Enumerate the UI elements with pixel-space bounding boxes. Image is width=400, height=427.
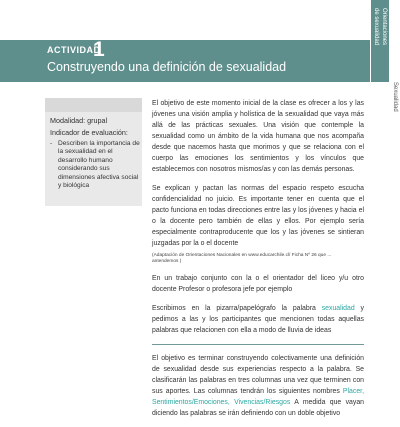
activity-number: 1 xyxy=(93,38,105,61)
paragraph-joint-work: En un trabajo conjunto con la o el orientador del liceo y/u otro docente Profesor o profesora jefe por ejemplo xyxy=(152,275,364,293)
columns-prefix: El objetivo es terminar construyendo colectivamente una definición de sexualidad desde sus experiencias respecto a la palabra. Se clasificarán las palabras en tres columnas una vez que terminen con sus aportes. Las columnas tendrán los siguientes nombres xyxy=(152,355,364,395)
columns-suffix: A medida que vayan diciendo las palabras se irán definiendo con un doble objetivo xyxy=(152,399,364,417)
topic-label: Sexualidad xyxy=(392,82,398,112)
footnote xyxy=(152,253,364,265)
keyword-sexualidad: sexualidad xyxy=(321,305,355,312)
footnote-line1: (Adaptación de Orientaciones Nacionales en www.educarchile.cl/ Ficha Nº 26 que ... xyxy=(152,253,332,258)
activity-label: ACTIVIDAD xyxy=(47,45,101,55)
modality-text: Modalidad: grupal xyxy=(50,116,108,125)
paragraph-norms: Se explican y pactan las normas del espacio respeto escucha confidencialidad no juicio. Es importante tener en cuenta que el pacto funciona en todas direcciones entre las y los jóvenes y hacia el o la docente pero también de ellas y ellos. Por ejemplo sería especialmente contraproducente que los y las jóvenes se sintieran juzgadas por la o el docente xyxy=(152,185,364,247)
indicator-item: - Describen la importancia de la sexualidad en el desarrollo humano considerando sus dimensiones afectiva social y biológica xyxy=(50,140,140,190)
brainstorm-prefix: Escribimos en la pizarra/papelógrafo la palabra xyxy=(152,305,322,312)
keyword-columns: Placer, Sentimientos/Emociones, Vivencias/Riesgos xyxy=(152,388,364,406)
info-box-header-strip xyxy=(45,98,142,112)
activity-title: Construyendo una definición de sexualidad xyxy=(47,60,287,74)
section-tab-label xyxy=(372,8,388,78)
paragraph-columns xyxy=(152,353,364,419)
footnote-line2: antendemos ) xyxy=(152,259,182,264)
main-text xyxy=(152,98,364,427)
brainstorm-suffix: y pedimos a las y los participantes que mencionen todas aquellas palabras que relacionen con ella a modo de lluvia de ideas xyxy=(152,305,364,334)
section-tab-line2: de sexualidad xyxy=(373,8,379,46)
indicator-list xyxy=(50,140,140,190)
divider xyxy=(152,344,364,345)
top-margin xyxy=(0,0,370,40)
paragraph-brainstorm xyxy=(152,303,364,336)
section-tab-line1: Orientaciones xyxy=(381,8,387,46)
indicator-label: Indicador de evaluación: xyxy=(50,128,128,137)
paragraph-objective: El objetivo de este momento inicial de la clase es ofrecer a los y las jóvenes una visión amplia y holística de la sexualidad que vaya más allá de las prácticas sexuales. Una visión que contemple la sexualidad como un ámbito de la vida humana que nos acompaña desde que nacemos hasta que morimos y que se relaciona con el cuerpo las emociones los sentimientos y los vínculos que establecemos con nosotros mismos/as y con las demás personas. xyxy=(152,100,364,173)
